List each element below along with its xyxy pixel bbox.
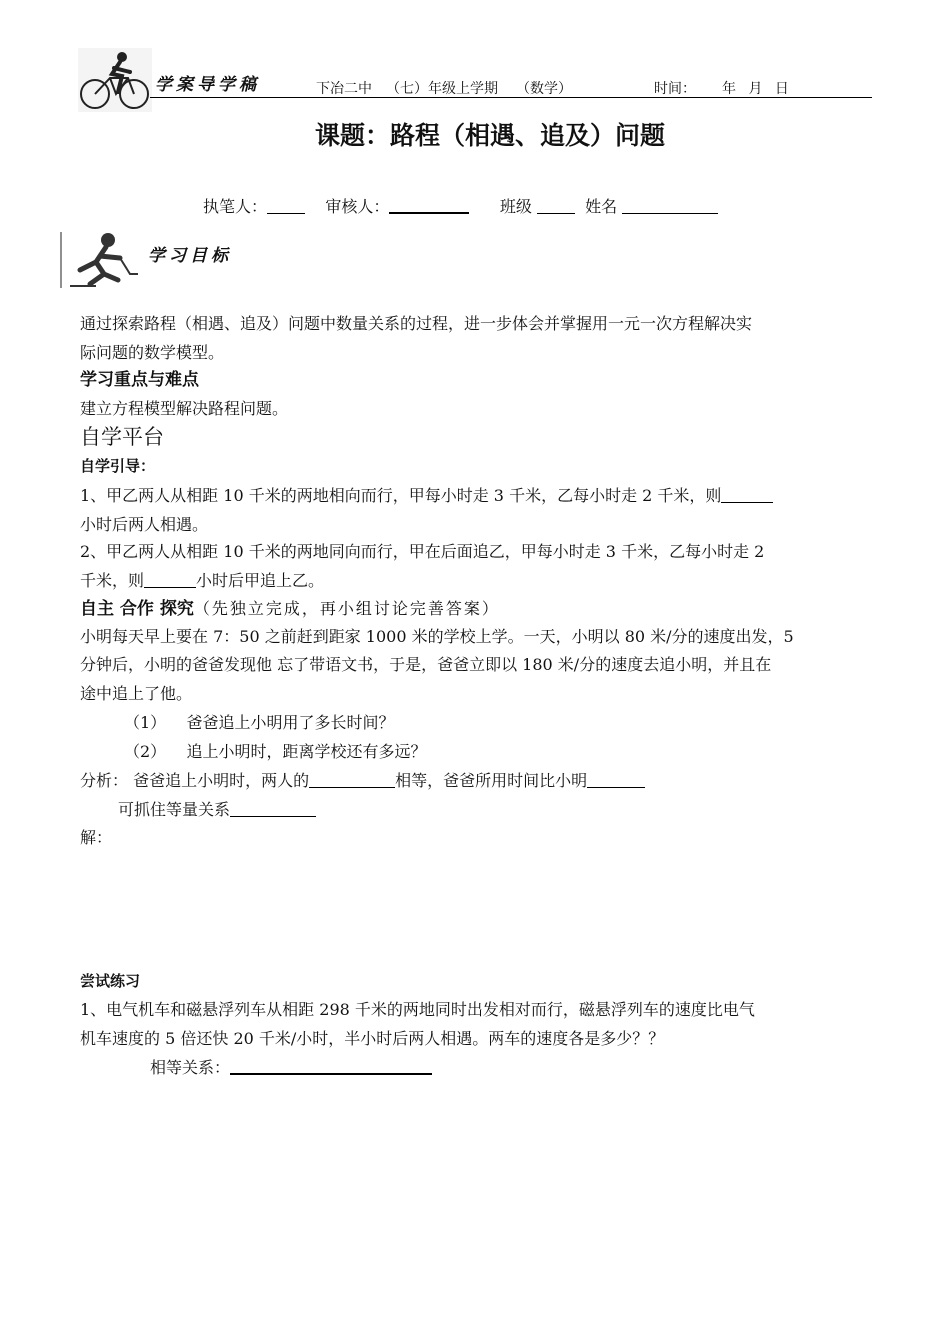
question-2-line-2: 千米，则 小时后甲追上乙。 — [80, 571, 325, 590]
guide-heading: 自学引导： — [80, 457, 156, 475]
header-rule — [150, 97, 872, 98]
goals-line-2: 际问题的数学模型。 — [80, 343, 225, 362]
explore-note: （先独立完成，再小组讨论完善答案） — [193, 599, 500, 618]
page-title: 课题：路程（相遇、追及）问题 — [314, 121, 665, 150]
practice-relation-blank[interactable] — [230, 1055, 432, 1075]
name-blank[interactable] — [622, 195, 718, 214]
writer-label: 执笔人： — [203, 197, 268, 216]
reviewer-label: 审核人： — [325, 197, 390, 216]
header-subject: （数学） — [516, 81, 572, 97]
keypoints-heading: 学习重点与难点 — [80, 370, 199, 390]
analysis-line: 分析： 爸爸追上小明时，两人的 相等，爸爸所用时间比小明 — [80, 766, 872, 795]
name-label: 姓名 — [585, 197, 618, 216]
brand-title: 学案导学稿 — [155, 75, 260, 95]
relation-line: 可抓住等量关系 — [118, 795, 316, 824]
keypoints-text: 建立方程模型解决路程问题。 — [80, 399, 289, 418]
cyclist-icon — [78, 48, 152, 112]
explore-heading: 自主 合作 探究 — [80, 599, 194, 619]
question-2-line-1: 2、甲乙两人从相距 10 千米的两地同向而行，甲在后面追乙，甲每小时走 3 千米，乙每小时走 2 — [80, 542, 765, 561]
cyclist-logo — [78, 48, 152, 112]
practice-relation-line: 相等关系： — [150, 1053, 432, 1082]
goals-line-1: 通过探索路程（相遇、追及）问题中数量关系的过程，进一步体会并掌握用一元一次方程解决实 — [80, 314, 753, 333]
analysis-blank-1[interactable] — [309, 769, 395, 788]
explore-heading-line — [80, 594, 872, 624]
header-time-label: 时间： — [654, 81, 696, 97]
explore-para-2: 分钟后，小明的爸爸发现他 忘了带语文书，于是，爸爸立即以 180 米/分的速度去追小明，并且在 — [80, 655, 772, 674]
explore-para-1: 小明每天早上要在 7：50 之前赶到距家 1000 米的学校上学。一天，小明以 80 米/分的速度出发，5 — [80, 627, 794, 646]
sub-question-2: （2） 追上小明时，距离学校还有多远？ — [124, 742, 427, 761]
sub-question-1: （1） 爸爸追上小明用了多长时间？ — [124, 713, 395, 732]
self-study-heading: 自学平台 — [80, 425, 164, 449]
practice-line-1: 1、电气机车和磁悬浮列车从相距 298 千米的两地同时出发相对而行，磁悬浮列车的速度比电气 — [80, 1000, 755, 1019]
practice-line-2: 机车速度的 5 倍还快 20 千米/小时，半小时后两人相遇。两车的速度各是多少？？ — [80, 1029, 665, 1048]
solution-label: 解： — [80, 828, 113, 847]
author-line — [203, 194, 718, 217]
explore-para-3: 途中追上了他。 — [80, 684, 193, 703]
relation-blank[interactable] — [230, 798, 316, 817]
reviewer-blank[interactable] — [389, 194, 469, 214]
goals-heading: 学习目标 — [148, 246, 232, 266]
q2-blank[interactable] — [144, 569, 196, 588]
header-grade: （七）年级上学期 — [386, 81, 498, 97]
hockey-player-icon — [60, 230, 140, 290]
q1-blank[interactable] — [721, 484, 773, 503]
header-date: 年 月 日 — [722, 81, 789, 97]
practice-heading: 尝试练习 — [80, 972, 141, 990]
question-1-line-2: 小时后两人相遇。 — [80, 515, 209, 534]
header-school: 下冶二中 — [316, 81, 372, 97]
writer-blank[interactable] — [267, 195, 305, 214]
class-label: 班级 — [499, 197, 532, 216]
analysis-blank-2[interactable] — [587, 769, 645, 788]
skater-logo — [60, 230, 140, 290]
question-1-line-1: 1、甲乙两人从相距 10 千米的两地相向而行，甲每小时走 3 千米，乙每小时走 2 千米，则 — [80, 481, 872, 510]
class-blank[interactable] — [537, 195, 575, 214]
